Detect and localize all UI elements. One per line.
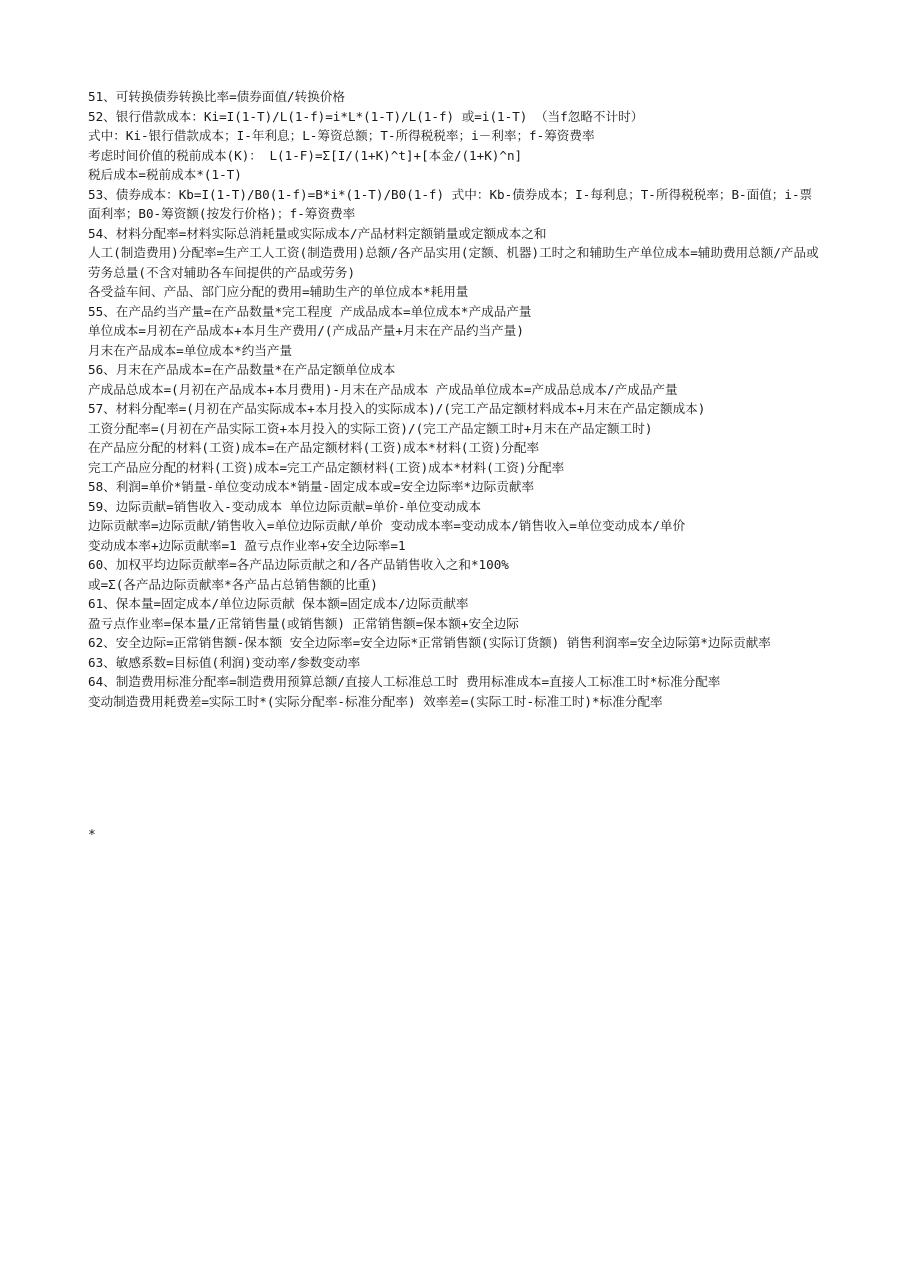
document-body [88,87,824,711]
asterisk-mark: * [88,828,96,843]
text-line-60-alt: 或=Σ(各产品边际贡献率*各产品占总销售额的比重) [88,576,378,592]
text-line-58: 58、利润=单价*销量-单位变动成本*销量-固定成本或=安全边际率*边际贡献率 [88,479,535,494]
text-line-55-unit-cost: 单位成本=月初在产品成本+本月生产费用/(产成品产量+月末在产品约当产量) [88,323,524,338]
text-line-aftertax-cost: 税后成本=税前成本*(1-T) [88,167,242,182]
text-line-61-breakeven: 盈亏点作业率=保本量/正常销售量(或销售额) 正常销售额=保本额+安全边际 [88,615,519,631]
text-line-55: 55、在产品约当产量=在产品数量*完工程度 产成品成本=单位成本*产成品产量 [88,303,532,319]
text-line-52: 52、银行借款成本：Ki=I(1-T)/L(1-f)=i*L*(1-T)/L(1-f) 或=i(1-T) （当f忽略不计时） [88,108,644,124]
text-line-53: 53、债券成本：Kb=I(1-T)/B0(1-f)=B*i*(1-T)/B0(1-f) 式中：Kb-债券成本；I-每利息；T-所得税税率；B-面值；i-票面利率；B0-筹资额(按发行价格)；f-筹资费率 [88,186,813,221]
text-line-57: 57、材料分配率=(月初在产品实际成本+本月投入的实际成本)/(完工产品定额材料成本+月末在产品定额成本) [88,401,706,416]
text-line-57-finished-allocation: 完工产品应分配的材料(工资)成本=完工产品定额材料(工资)成本*材料(工资)分配率 [88,459,565,475]
text-line-64: 64、制造费用标准分配率=制造费用预算总额/直接人工标准总工时 费用标准成本=直接人工标准工时*标准分配率 [88,674,721,689]
text-line-56: 56、月末在产品成本=在产品数量*在产品定额单位成本 [88,362,396,377]
text-line-57-wage-rate: 工资分配率=(月初在产品实际工资+本月投入的实际工资)/(完工产品定额工时+月末在产品定额工时) [88,420,653,436]
text-line-52-note: 式中：Ki-银行借款成本；I-年利息；L-筹资总额；T-所得税税率；i－利率；f-筹资费率 [88,128,595,143]
text-line-59-sum: 变动成本率+边际贡献率=1 盈亏点作业率+安全边际率=1 [88,537,406,553]
text-line-55-wip-cost: 月末在产品成本=单位成本*约当产量 [88,342,293,358]
text-line-pretax-cost: 考虑时间价值的税前成本(K)： L(1-F)=Σ[I/(1+K)^t]+[本金/(1+K)^n] [88,147,523,163]
text-line-51: 51、可转换债券转换比率=债券面值/转换价格 [88,89,346,104]
text-line-54: 54、材料分配率=材料实际总消耗量或实际成本/产品材料定额销量或定额成本之和 [88,225,547,241]
text-line-64-variance: 变动制造费用耗费差=实际工时*(实际分配率-标准分配率) 效率差=(实际工时-标准工时)*标准分配率 [88,693,663,709]
text-line-60: 60、加权平均边际贡献率=各产品边际贡献之和/各产品销售收入之和*100% [88,557,509,572]
text-line-61: 61、保本量=固定成本/单位边际贡献 保本额=固定成本/边际贡献率 [88,596,469,611]
text-line-57-wip-allocation: 在产品应分配的材料(工资)成本=在产品定额材料(工资)成本*材料(工资)分配率 [88,440,540,455]
text-line-63: 63、敏感系数=目标值(利润)变动率/参数变动率 [88,654,361,670]
text-line-59-margin-rate: 边际贡献率=边际贡献/销售收入=单位边际贡献/单价 变动成本率=变动成本/销售收入=单位变动成本/单价 [88,518,686,533]
text-line-56-total-cost: 产成品总成本=(月初在产品成本+本月费用)-月末在产品成本 产成品单位成本=产成品总成本/产成品产量 [88,381,678,397]
text-line-54-labor: 人工(制造费用)分配率=生产工人工资(制造费用)总额/各产品实用(定额、机器)工时之和辅助生产单位成本=辅助费用总额/产品或劳务总量(不含对辅助各车间提供的产品或劳务) [88,245,819,280]
text-line-62: 62、安全边际=正常销售额-保本额 安全边际率=安全边际*正常销售额(实际订货额) 销售利润率=安全边际第*边际贡献率 [88,635,771,650]
text-line-54-allocation: 各受益车间、产品、部门应分配的费用=辅助生产的单位成本*耗用量 [88,284,469,299]
text-line-59: 59、边际贡献=销售收入-变动成本 单位边际贡献=单价-单位变动成本 [88,498,482,514]
